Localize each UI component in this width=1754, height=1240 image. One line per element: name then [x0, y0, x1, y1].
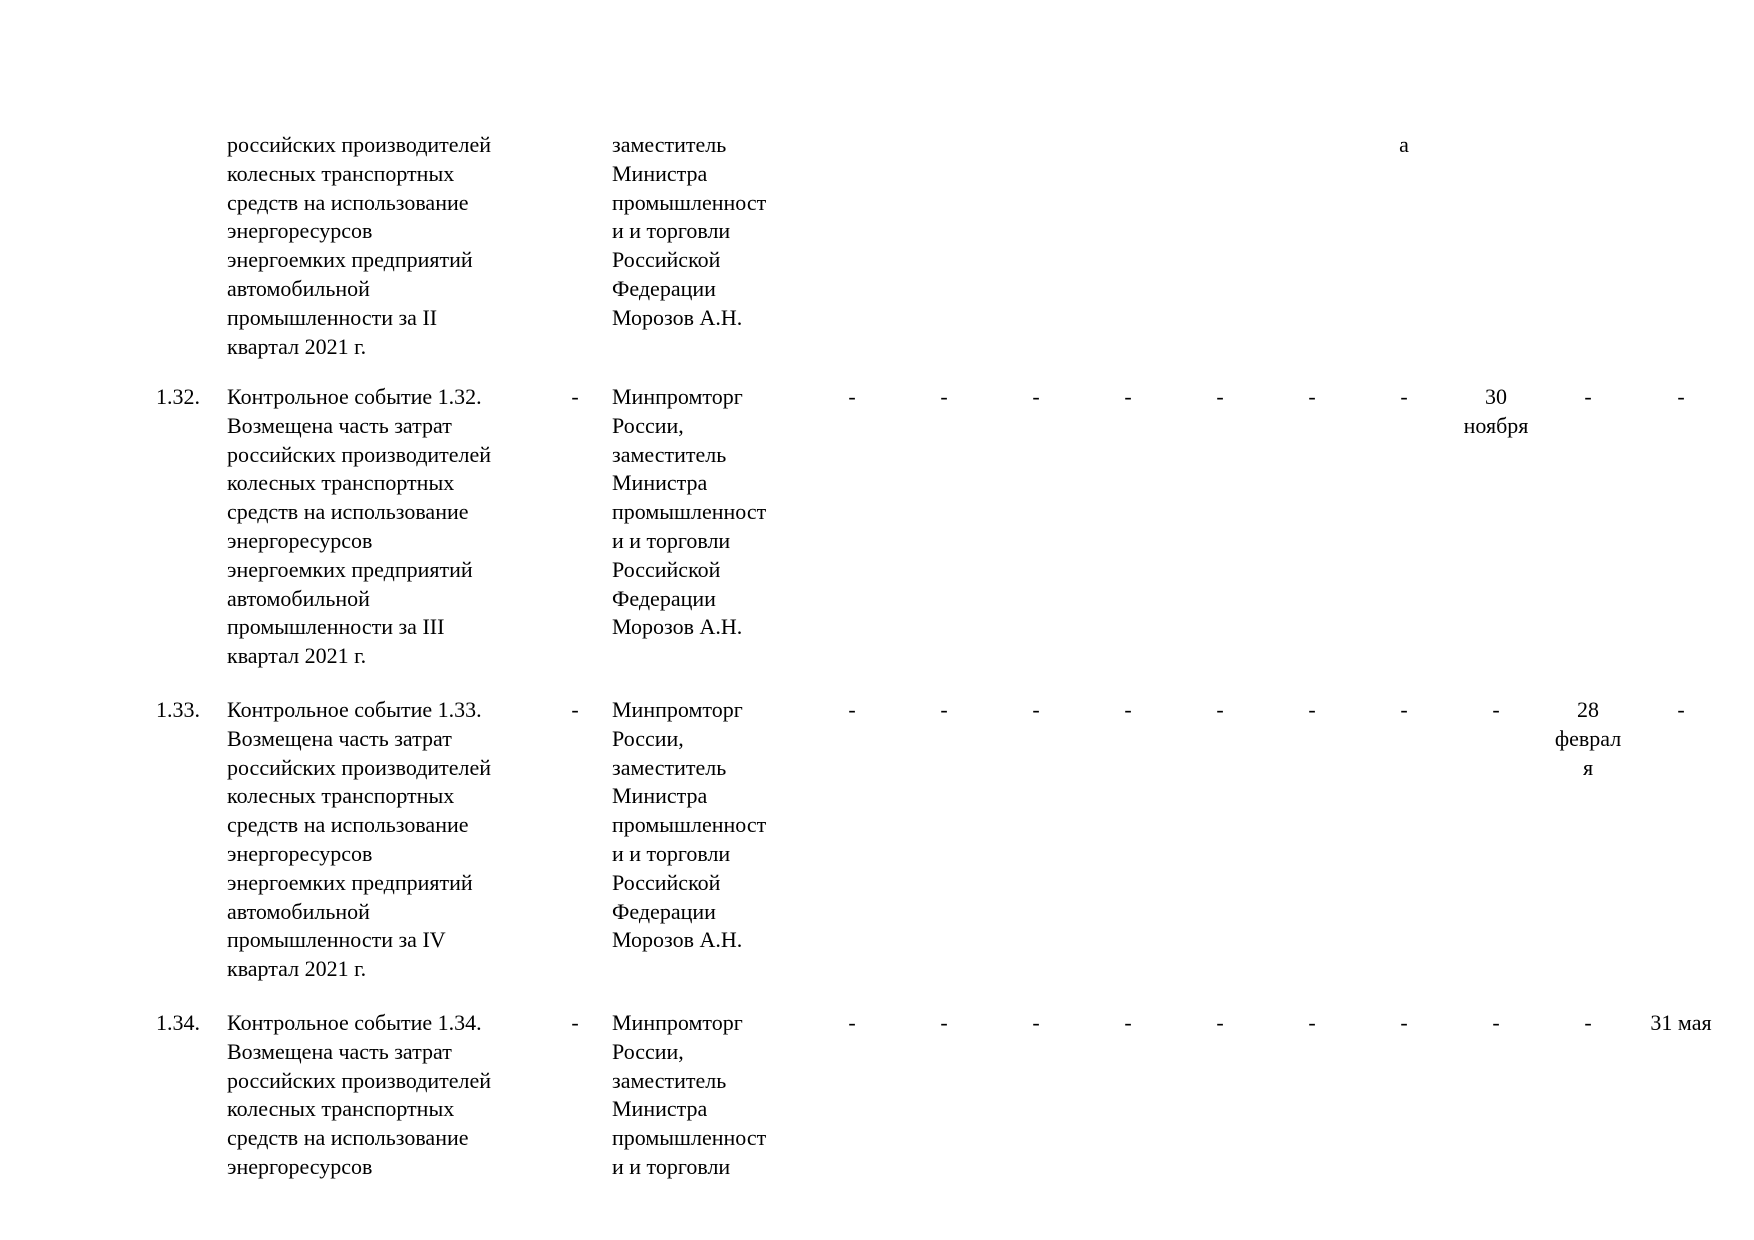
- text-line: и и торговли: [612, 527, 731, 553]
- period-cell: -: [1124, 697, 1132, 722]
- text-line: Контрольное событие 1.34.: [227, 1010, 482, 1035]
- text-line: и и торговли: [612, 1153, 731, 1179]
- text-line: заместитель: [612, 754, 727, 780]
- text-line: промышленност: [612, 812, 767, 838]
- text-line: автомобильной: [227, 585, 370, 611]
- row-number: 1.34.: [156, 1010, 200, 1035]
- text-line: и и торговли: [612, 840, 731, 866]
- column-a-value: -: [571, 697, 579, 722]
- period-cell: -: [1677, 697, 1685, 722]
- period-cell: -: [1216, 384, 1224, 409]
- text-line: колесных транспортных: [227, 1096, 455, 1122]
- text-line: Минпромторг: [612, 1010, 743, 1035]
- text-line: промышленности за IV: [227, 927, 446, 953]
- period-cell: -: [940, 697, 948, 722]
- text-line: квартал 2021 г.: [227, 956, 367, 982]
- period-cell: -: [848, 697, 856, 722]
- text-line: Федерации: [612, 898, 716, 924]
- text-line: Министра: [612, 783, 708, 809]
- text-line: средств на использование: [227, 1125, 469, 1151]
- period-cell: -: [1124, 1010, 1132, 1035]
- text-line: энергоресурсов: [227, 218, 373, 244]
- text-line: Морозов А.Н.: [612, 614, 743, 640]
- period-cell: -: [940, 1010, 948, 1035]
- text-line: средств на использование: [227, 812, 469, 838]
- text-line: энергоресурсов: [227, 527, 373, 553]
- text-line: Министра: [612, 160, 708, 186]
- text-line: России,: [612, 725, 684, 751]
- period-cell: -: [1032, 384, 1040, 409]
- row-number: 1.32.: [156, 384, 200, 409]
- period-cell: -: [1124, 384, 1132, 409]
- text-line: промышленности за III: [227, 614, 445, 640]
- text-line: Российской: [612, 869, 721, 895]
- text-line: промышленност: [612, 499, 767, 525]
- period-cell: -: [1308, 384, 1316, 409]
- event-description: [227, 1009, 491, 1182]
- text-line: феврал: [1554, 725, 1622, 751]
- text-line: я: [1582, 754, 1594, 780]
- period-cell: 31 мая: [1650, 1010, 1712, 1035]
- period-cell: -: [1216, 697, 1224, 722]
- text-line: России,: [612, 412, 684, 438]
- text-line: 30: [1485, 384, 1507, 409]
- text-line: российских производителей: [227, 1067, 492, 1093]
- period-cell: -: [1584, 384, 1592, 409]
- responsible-executor: [612, 696, 766, 955]
- text-line: и и торговли: [612, 218, 731, 244]
- period-cell: -: [848, 1010, 856, 1035]
- text-line: Минпромторг: [612, 697, 743, 722]
- column-a-value: -: [571, 1010, 579, 1035]
- event-description: [227, 383, 491, 671]
- text-line: Контрольное событие 1.32.: [227, 384, 482, 409]
- text-line: российских производителей: [227, 754, 492, 780]
- text-line: колесных транспортных: [227, 160, 455, 186]
- text-line: средств на использование: [227, 499, 469, 525]
- text-line: колесных транспортных: [227, 470, 455, 496]
- period-cell: -: [1308, 697, 1316, 722]
- text-line: средств на использование: [227, 189, 469, 215]
- text-line: Морозов А.Н.: [612, 304, 743, 330]
- text-line: Министра: [612, 1096, 708, 1122]
- text-line: российских производителей: [227, 132, 492, 157]
- period-cell: -: [1677, 384, 1685, 409]
- period-cell: -: [1308, 1010, 1316, 1035]
- event-description: [227, 131, 491, 361]
- text-line: Федерации: [612, 585, 716, 611]
- text-line: Контрольное событие 1.33.: [227, 697, 482, 722]
- text-line: энергоемких предприятий: [227, 869, 473, 895]
- period-cell: -: [1400, 697, 1408, 722]
- text-line: квартал 2021 г.: [227, 643, 367, 669]
- text-line: Морозов А.Н.: [612, 927, 743, 953]
- period-cell: -: [1400, 384, 1408, 409]
- period-cell: [1451, 383, 1541, 441]
- period-cell: -: [848, 384, 856, 409]
- text-line: российских производителей: [227, 441, 492, 467]
- event-description: [227, 696, 491, 984]
- period-cell: -: [1584, 1010, 1592, 1035]
- text-line: энергоресурсов: [227, 1153, 373, 1179]
- text-line: автомобильной: [227, 898, 370, 924]
- row-number: 1.33.: [156, 697, 200, 722]
- text-line: Возмещена часть затрат: [227, 1038, 452, 1064]
- period-cell: -: [1032, 1010, 1040, 1035]
- period-cell: -: [1032, 697, 1040, 722]
- text-line: Российской: [612, 247, 721, 273]
- period-cell: а: [1399, 132, 1409, 157]
- text-line: квартал 2021 г.: [227, 333, 367, 359]
- text-line: Министра: [612, 470, 708, 496]
- text-line: России,: [612, 1038, 684, 1064]
- text-line: заместитель: [612, 1067, 727, 1093]
- period-cell: -: [940, 384, 948, 409]
- period-cell: -: [1492, 697, 1500, 722]
- text-line: промышленност: [612, 189, 767, 215]
- text-line: энергоемких предприятий: [227, 247, 473, 273]
- text-line: заместитель: [612, 441, 727, 467]
- column-a-value: -: [571, 384, 579, 409]
- text-line: колесных транспортных: [227, 783, 455, 809]
- text-line: Российской: [612, 556, 721, 582]
- text-line: энергоемких предприятий: [227, 556, 473, 582]
- text-line: заместитель: [612, 132, 727, 157]
- period-cell: [1543, 696, 1633, 782]
- text-line: 28: [1577, 697, 1599, 722]
- text-line: Возмещена часть затрат: [227, 725, 452, 751]
- period-cell: -: [1400, 1010, 1408, 1035]
- text-line: промышленности за II: [227, 304, 438, 330]
- period-cell: -: [1216, 1010, 1224, 1035]
- responsible-executor: [612, 131, 766, 333]
- period-cell: -: [1492, 1010, 1500, 1035]
- text-line: автомобильной: [227, 275, 370, 301]
- text-line: Возмещена часть затрат: [227, 412, 452, 438]
- text-line: Минпромторг: [612, 384, 743, 409]
- text-line: энергоресурсов: [227, 840, 373, 866]
- text-line: ноября: [1463, 412, 1529, 438]
- responsible-executor: [612, 383, 766, 642]
- responsible-executor: [612, 1009, 766, 1182]
- text-line: Федерации: [612, 275, 716, 301]
- text-line: промышленност: [612, 1125, 767, 1151]
